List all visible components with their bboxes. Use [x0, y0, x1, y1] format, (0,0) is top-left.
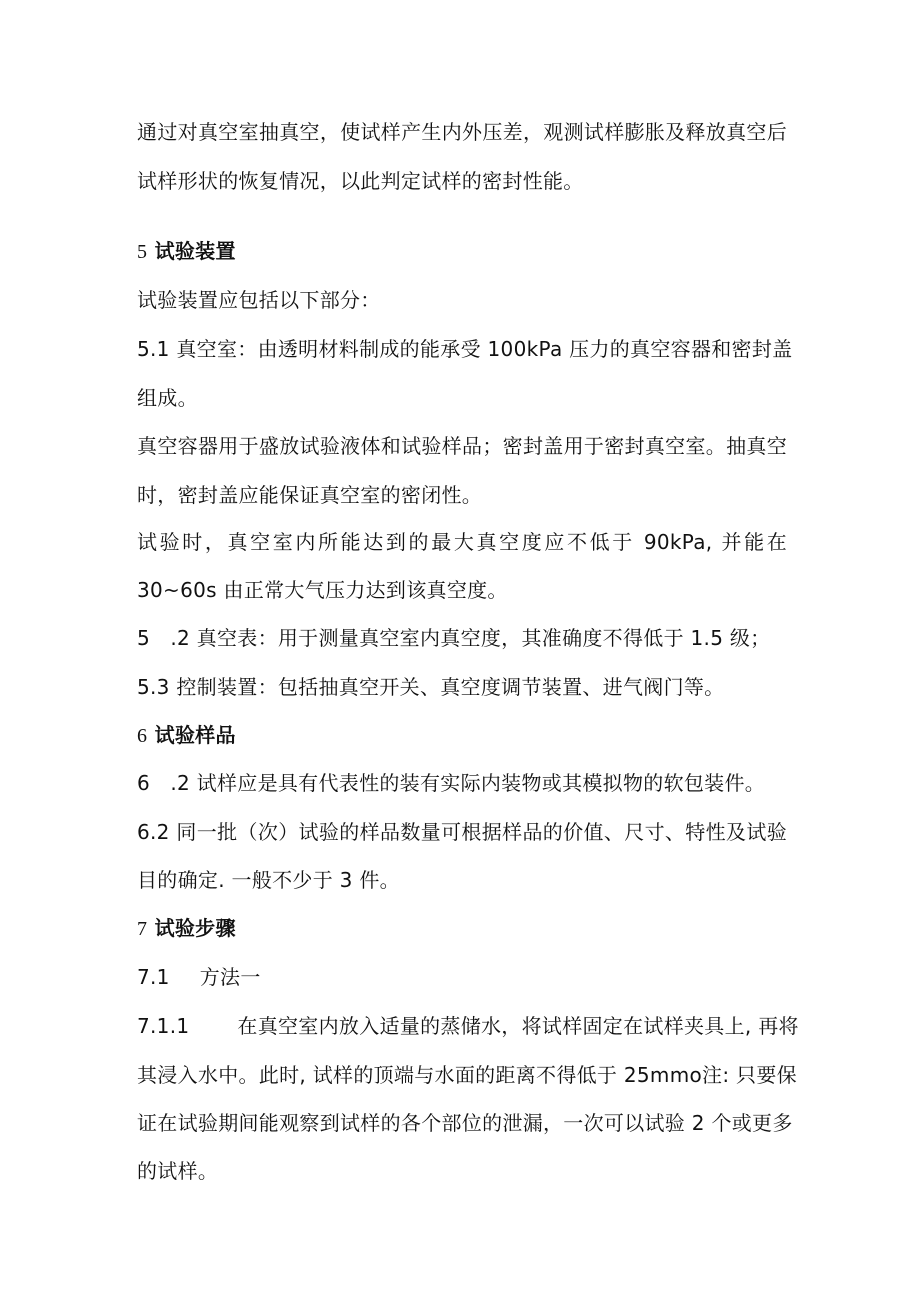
para-7-1-1-line-3: 证在试验期间能观察到试样的各个部位的泄漏，一次可以试验 2 个或更多 [137, 1111, 793, 1135]
section-5-number: 5 [137, 241, 148, 263]
para-7-1-1-line-2: 其浸入水中。此时, 试样的顶端与水面的距离不得低于 25mmo注: 只要保 [137, 1063, 797, 1087]
section-7-number: 7 [137, 918, 148, 940]
section-6-number: 6 [137, 725, 148, 747]
para-7-1-1-text: 在真空室内放入适量的蒸储水，将试样固定在试样夹具上, 再将 [237, 1014, 799, 1038]
section-7-heading [137, 914, 787, 943]
para-5-3: 5.3 控制装置：包括抽真空开关、真空度调节装置、进气阀门等。 [137, 675, 725, 699]
section-6-heading [137, 721, 787, 750]
section-5-lead: 试验装置应包括以下部分： [137, 288, 381, 312]
method-7-1-number: 7.1 [137, 965, 170, 989]
method-7-1 [137, 963, 787, 991]
para-container-line-2: 时，密封盖应能保证真空室的密闭性。 [137, 483, 483, 507]
para-test-line-2: 30~60s 由正常大气压力达到该真空度。 [137, 578, 508, 602]
intro-line-1: 通过对真空室抽真空，使试样产生内外压差，观测试样膨胀及释放真空后 [137, 120, 787, 144]
para-7-1-1-number: 7.1.1 [137, 1014, 190, 1038]
section-6-title: 试验样品 [154, 723, 236, 747]
para-6-1: 6 .2 试样应是具有代表性的装有实际内装物或其模拟物的软包装件。 [137, 771, 766, 795]
para-5-1-line-2: 组成。 [137, 386, 198, 410]
para-container-line-1: 真空容器用于盛放试验液体和试验样品；密封盖用于密封真空室。抽真空 [137, 434, 787, 458]
section-7-title: 试验步骤 [154, 916, 236, 940]
para-7-1-1-line-1 [137, 1012, 799, 1040]
para-5-1-line-1: 5.1 真空室：由透明材料制成的能承受 100kPa 压力的真空容器和密封盖 [137, 337, 793, 361]
para-6-2-line-2: 目的确定. 一般不少于 3 件。 [137, 868, 400, 892]
para-5-2: 5 .2 真空表：用于测量真空室内真空度，其准确度不得低于 1.5 级； [137, 626, 771, 650]
section-5-heading [137, 237, 787, 266]
para-test-line-1: 试验时，真空室内所能达到的最大真空度应不低于 90kPa, 并能在 [137, 530, 787, 554]
section-5-title: 试验装置 [154, 239, 236, 263]
para-7-1-1-line-4: 的试样。 [137, 1159, 219, 1183]
method-7-1-title: 方法一 [199, 965, 261, 989]
para-6-2-line-1: 6.2 同一批（次）试验的样品数量可根据样品的价值、尺寸、特性及试验 [137, 820, 787, 844]
intro-line-2: 试样形状的恢复情况，以此判定试样的密封性能。 [137, 169, 584, 193]
